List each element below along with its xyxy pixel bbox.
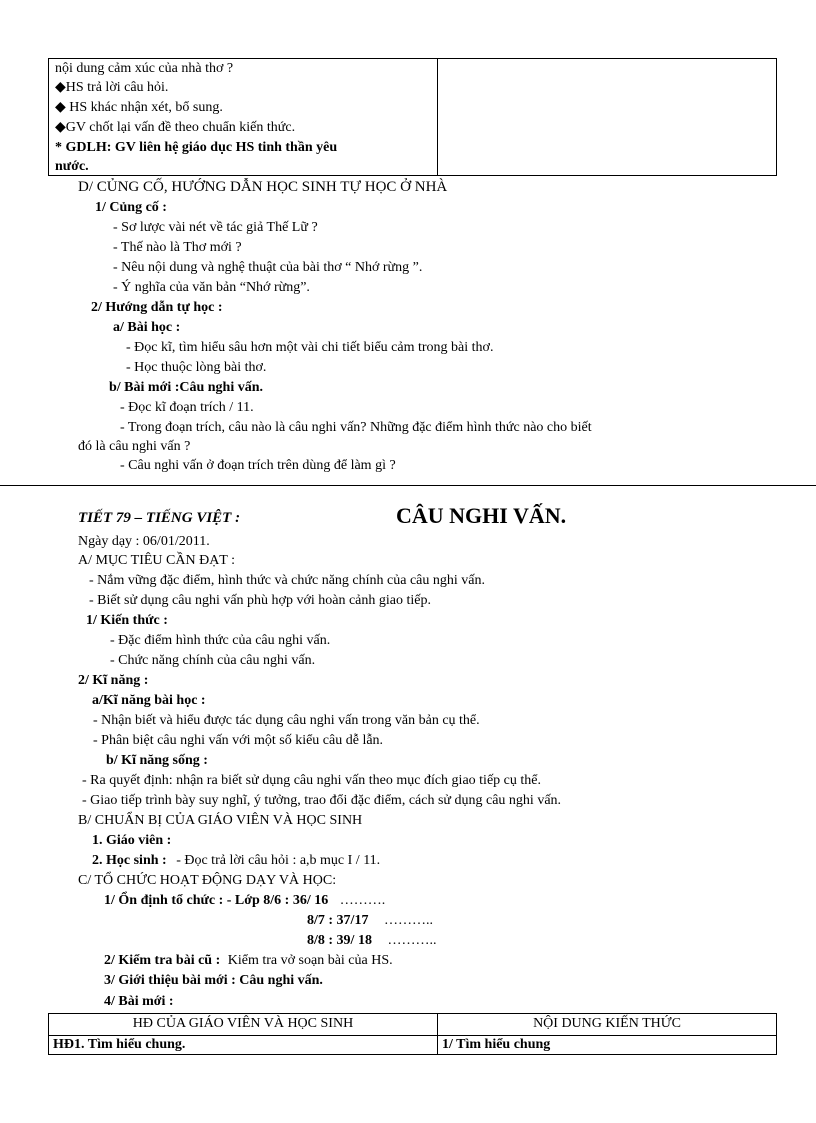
- baihoc-item: - Đọc kĩ, tìm hiểu sâu hơn một vài chi tiết biểu cảm trong bài thơ.: [126, 340, 494, 355]
- cungco-title: 1/ Củng cố :: [95, 200, 167, 215]
- hocsinh-text: - Đọc trả lời câu hỏi : a,b mục I / 11.: [176, 853, 381, 868]
- giaovien-label: 1. Giáo viên :: [92, 833, 172, 848]
- objective-item: - Biết sử dụng câu nghi vấn phù hợp với hoàn cảnh giao tiếp.: [89, 593, 431, 608]
- ondinh-dots: ……….: [339, 893, 386, 908]
- baihoc-item: - Học thuộc lòng bài thơ.: [126, 360, 267, 375]
- baimoi-item: - Câu nghi vấn ở đoạn trích trên dùng để làm gì ?: [120, 458, 396, 473]
- hocsinh-label: 2. Học sinh :: [92, 853, 167, 868]
- lop87-dots: ………..: [383, 913, 433, 928]
- kinang-song-title: b/ Kĩ năng sống :: [106, 753, 208, 768]
- kienthuc-item: - Đặc điểm hình thức của câu nghi vấn.: [110, 633, 331, 648]
- cungco-item: - Sơ lược vài nét về tác giả Thế Lữ ?: [113, 220, 318, 235]
- table-cell-activity: HĐ1. Tìm hiểu chung.: [53, 1037, 186, 1052]
- ondinh-label: 1/ Ổn định tổ chức : - Lớp 8/6 : 36/ 16: [104, 893, 329, 908]
- baimoi-item: - Trong đoạn trích, câu nào là câu nghi vấn? Những đặc điểm hình thức nào cho biết: [120, 420, 592, 435]
- cungco-item: - Nêu nội dung và nghệ thuật của bài thơ “ Nhớ rừng ”.: [113, 260, 423, 275]
- lesson-title: CÂU NGHI VẤN.: [396, 503, 567, 528]
- huongdan-title: 2/ Hướng dẫn tự học :: [91, 300, 223, 315]
- baimoi-item: - Đọc kĩ đoạn trích / 11.: [120, 400, 254, 415]
- table-line: nước.: [55, 159, 89, 174]
- lop88: 8/8 : 39/ 18: [307, 933, 372, 948]
- table-line: nội dung cảm xúc của nhà thơ ?: [55, 61, 234, 76]
- kinang-baihoc-title: a/Kĩ năng bài học :: [92, 693, 206, 708]
- table-header-content: NỘI DUNG KIẾN THỨC: [533, 1016, 681, 1031]
- baimoi-item: đó là câu nghi vấn ?: [78, 439, 191, 454]
- section-b-heading: B/ CHUẨN BỊ CỦA GIÁO VIÊN VÀ HỌC SINH: [78, 813, 363, 828]
- kinang-baihoc-item: - Nhận biết và hiểu được tác dụng câu nghi vấn trong văn bản cụ thể.: [93, 713, 480, 728]
- kienthuc-item: - Chức năng chính của câu nghi vấn.: [110, 653, 316, 668]
- kiemtra-text: Kiểm tra vở soạn bài của HS.: [227, 953, 393, 968]
- section-a-heading: A/ MỤC TIÊU CẦN ĐẠT :: [78, 553, 235, 568]
- lesson-date: Ngày dạy : 06/01/2011.: [78, 534, 210, 549]
- lop88-line: [307, 932, 436, 950]
- table-column-divider: [437, 59, 438, 175]
- lop87-line: [307, 912, 433, 930]
- table-line: ◆ HS khác nhận xét, bổ sung.: [55, 100, 223, 115]
- kienthuc-title: 1/ Kiến thức :: [86, 613, 168, 628]
- table-line: * GDLH: GV liên hệ giáo dục HS tinh thần yêu: [55, 140, 338, 155]
- kinang-song-item: - Ra quyết định: nhận ra biết sử dụng câu nghi vấn theo mục đích giao tiếp cụ thể.: [82, 773, 541, 788]
- baimoi-line: 4/ Bài mới :: [104, 994, 174, 1009]
- section-divider: [0, 485, 816, 486]
- kinang-baihoc-item: - Phân biệt câu nghi vấn với một số kiểu câu dễ lẫn.: [93, 733, 384, 748]
- objective-item: - Nắm vững đặc điểm, hình thức và chức năng chính của câu nghi vấn.: [89, 573, 485, 588]
- gioithieu-line: 3/ Giới thiệu bài mới : Câu nghi vấn.: [104, 973, 323, 988]
- cungco-item: - Ý nghĩa của văn bản “Nhớ rừng”.: [113, 280, 310, 295]
- section-c-heading: C/ TỔ CHỨC HOẠT ĐỘNG DẠY VÀ HỌC:: [78, 873, 337, 888]
- table-line: ◆GV chốt lại vấn đề theo chuẩn kiến thức.: [55, 120, 296, 135]
- activity-table: [48, 1013, 777, 1055]
- baihoc-title: a/ Bài học :: [113, 320, 181, 335]
- kiemtra-label: 2/ Kiểm tra bài cũ :: [104, 953, 221, 968]
- kinang-title: 2/ Kĩ năng :: [78, 673, 149, 688]
- table-header-activities: HĐ CỦA GIÁO VIÊN VÀ HỌC SINH: [132, 1016, 354, 1031]
- activity-table-top: [48, 58, 777, 176]
- kiemtra-line: [104, 952, 393, 970]
- lop87: 8/7 : 37/17: [307, 913, 369, 928]
- hocsinh-line: [92, 852, 380, 870]
- baimoi-title: b/ Bài mới :Câu nghi vấn.: [109, 380, 264, 395]
- section-d-heading: D/ CỦNG CỐ, HƯỚNG DẪN HỌC SINH TỰ HỌC Ở NHÀ: [78, 179, 448, 195]
- lop88-dots: ………..: [387, 933, 437, 948]
- lesson-label: TIẾT 79 – TIẾNG VIỆT :: [78, 510, 241, 526]
- table-line: ◆HS trả lời câu hỏi.: [55, 80, 169, 95]
- cungco-item: - Thế nào là Thơ mới ?: [113, 240, 242, 255]
- ondinh-line: [104, 892, 385, 910]
- kinang-song-item: - Giao tiếp trình bày suy nghĩ, ý tưởng, trao đổi đặc điểm, cách sử dụng câu nghi vấn.: [82, 793, 562, 808]
- table-cell-content: 1/ Tìm hiểu chung: [442, 1037, 551, 1052]
